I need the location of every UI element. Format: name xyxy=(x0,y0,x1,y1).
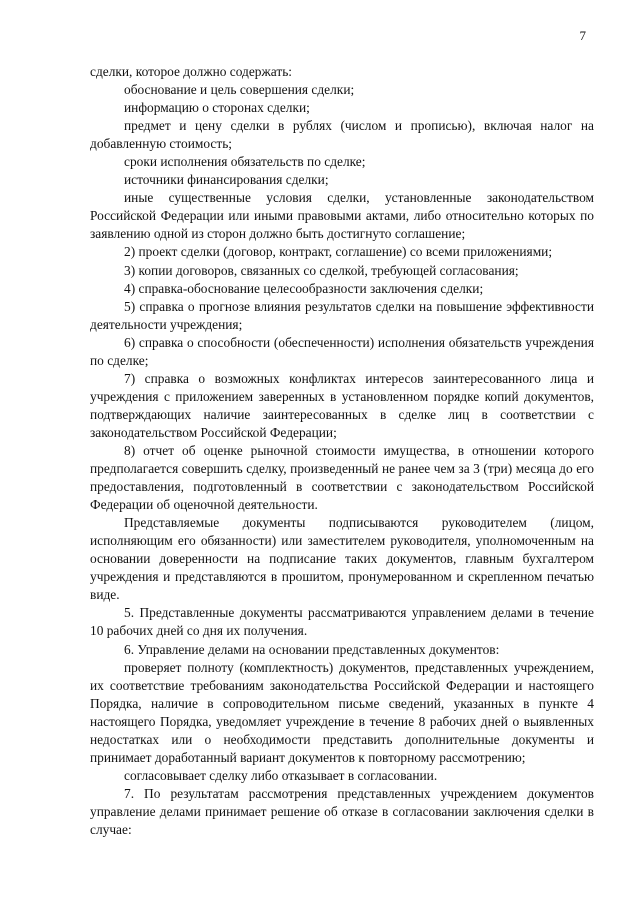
paragraph: иные существенные условия сделки, установленные законодательством Российской Федерации или иными правовыми актами, либо относительно которых по заявлению одной из сторон должно быть достигнуто соглашение; xyxy=(90,190,594,242)
paragraph: 7) справка о возможных конфликтах интересов заинтересованного лица и учреждения с приложением заверенных в установленном порядке копий документов, подтверждающих наличие заинтересованных в сделке лиц в соответствии с законодательством Российской Федерации; xyxy=(90,370,594,440)
paragraph: 6. Управление делами на основании представленных документов: xyxy=(124,641,500,657)
paragraph: 3) копии договоров, связанных со сделкой, требующей согласования; xyxy=(124,262,519,278)
page-number: 7 xyxy=(579,28,586,43)
paragraph: Представляемые документы подписываются руководителем (лицом, исполняющим его обязанности) или заместителем руководителя, уполномоченным на основании доверенности на подписание таких документов, главным бухгалтером учреждения и представляются в прошитом, пронумерованном и скрепленном печатью виде. xyxy=(90,515,594,603)
paragraph: 5. Представленные документы рассматриваются управлением делами в течение 10 рабочих дней со дня их получения. xyxy=(90,605,594,639)
paragraph: 4) справка-обоснование целесообразности заключения сделки; xyxy=(124,280,484,296)
paragraph: информацию о сторонах сделки; xyxy=(124,100,310,116)
paragraph: проверяет полноту (комплектность) документов, представленных учреждением, их соответствие требованиям законодательства Российской Федерации и настоящего Порядка, наличие в сопроводительном письме сведений, указанных в пункте 4 настоящего Порядка, уведомляет учреждение в течение 8 рабочих дней о выявленных недостатках или о необходимости представить дополнительные документы и принимает доработанный вариант документов к повторному рассмотрению; xyxy=(90,659,594,765)
paragraph: обоснование и цель совершения сделки; xyxy=(124,82,355,98)
paragraph: 2) проект сделки (договор, контракт, соглашение) со всеми приложениями; xyxy=(124,244,553,260)
paragraph: 7. По результатам рассмотрения представленных учреждением документов управление делами принимает решение об отказе в согласовании заключения сделки в случае: xyxy=(90,785,594,837)
paragraph: сроки исполнения обязательств по сделке; xyxy=(124,154,366,170)
paragraph: согласовывает сделку либо отказывает в согласовании. xyxy=(124,767,438,783)
paragraph: предмет и цену сделки в рублях (числом и прописью), включая налог на добавленную стоимость; xyxy=(90,118,594,152)
paragraph: 6) справка о способности (обеспеченности) исполнения обязательств учреждения по сделке; xyxy=(90,334,594,368)
document-body xyxy=(90,63,594,839)
paragraph: 5) справка о прогнозе влияния результатов сделки на повышение эффективности деятельности учреждения; xyxy=(90,298,594,332)
paragraph: источники финансирования сделки; xyxy=(124,172,329,188)
paragraph: сделки, которое должно содержать: xyxy=(90,64,293,79)
paragraph: 8) отчет об оценке рыночной стоимости имущества, в отношении которого предполагается совершить сделку, произведенный не ранее чем за 3 (три) месяца до его предоставления, подготовленный в соответствии с законодательством Российской Федерации об оценочной деятельности. xyxy=(90,442,594,513)
